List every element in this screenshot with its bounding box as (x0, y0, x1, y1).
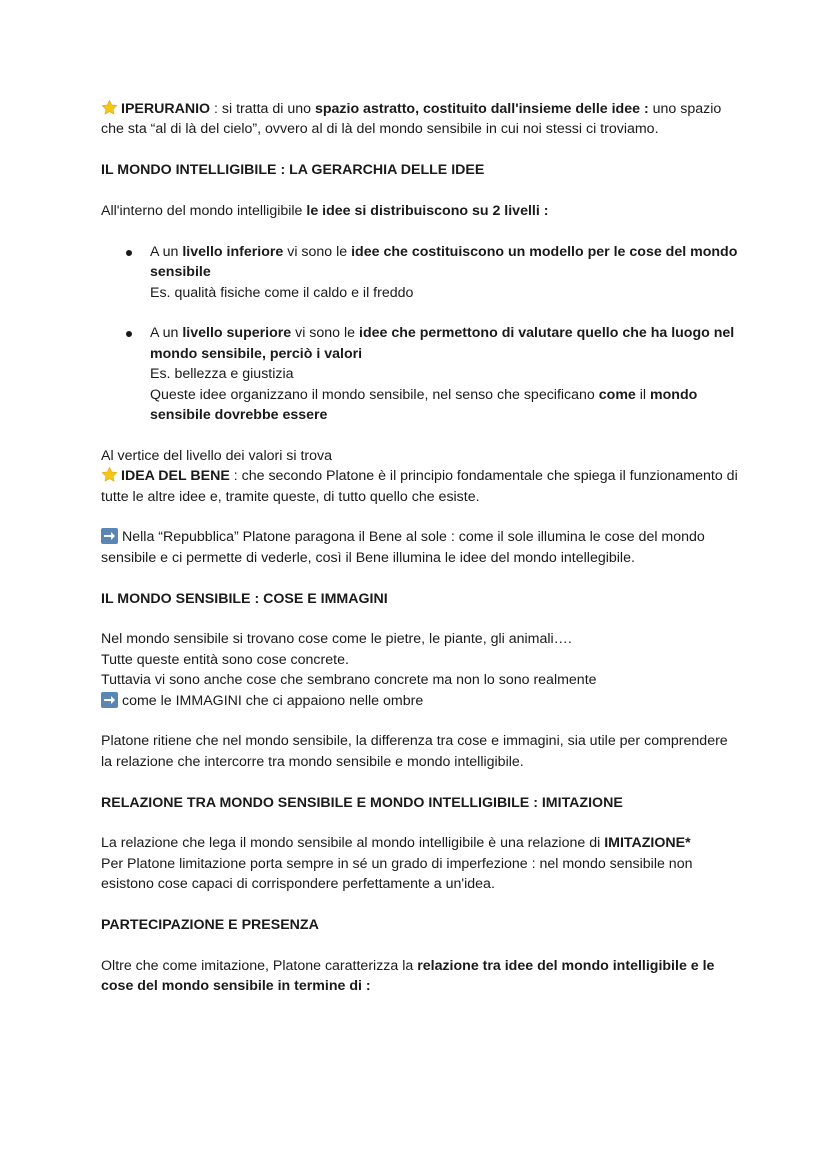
sensibile-line: Tuttavia vi sono anche cose che sembrano concrete ma non lo sono realmente (101, 672, 597, 689)
list-spacer (101, 303, 741, 323)
iperuranio-paragraph: IPERURANIO : si tratta di uno spazio astratto, costituito dall'insieme delle idee : uno spazio che sta “al di là del cielo”, ovvero al di là del mondo sensibile in cui noi stessi ci troviamo. (101, 101, 722, 138)
partecipazione-paragraph: Oltre che come imitazione, Platone caratterizza la relazione tra idee del mondo intelligibile e le cose del mondo sensibile in termine di : (101, 957, 715, 995)
differenza-paragraph: Platone ritiene che nel mondo sensibile, la differenza tra cose e immagini, sia utile per comprendere la relazione che intercorre tra mondo sensibile e mondo intelligibile. (101, 733, 728, 770)
bullet-icon (126, 331, 132, 337)
immagini-line: come le IMMAGINI che ci appaiono nelle ombre (101, 691, 741, 711)
section-heading-imitazione: RELAZIONE TRA MONDO SENSIBILE E MONDO INTELLIGIBILE : IMITAZIONE (101, 794, 623, 811)
intro-paragraph: All'interno del mondo intelligibile le idee si distribuiscono su 2 livelli : (101, 203, 549, 219)
star-icon (101, 99, 118, 116)
bullet-icon (126, 250, 132, 256)
levels-list (101, 242, 741, 426)
section-heading-intelligibile: IL MONDO INTELLIGIBILE : LA GERARCHIA DELLE IDEE (101, 162, 485, 179)
bene-paragraph: IDEA DEL BENE : che secondo Platone è il principio fondamentale che spiega il funzionamento di tutte le altre idee e, tramite queste, di tutto quello che esiste. (101, 468, 738, 505)
section-heading-partecipazione: PARTECIPAZIONE E PRESENZA (101, 917, 319, 934)
vertex-text: Al vertice del livello dei valori si trova (101, 447, 333, 464)
sensibile-line: Nel mondo sensibile si trovano cose come le pietre, le piante, gli animali…. (101, 631, 572, 648)
iperuranio-title: IPERURANIO (121, 101, 211, 117)
example-text: Es. qualità fisiche come il caldo e il freddo (150, 284, 414, 301)
right-arrow-icon (101, 528, 118, 544)
repubblica-paragraph: Nella “Repubblica” Platone paragona il Bene al sole : come il sole illumina le cose del mondo sensibile e ci permette di vederle, così il Bene illumina le idee del mondo intellegibile. (101, 529, 705, 566)
bene-title: IDEA DEL BENE (121, 468, 230, 485)
section-heading-sensibile: IL MONDO SENSIBILE : COSE E IMMAGINI (101, 590, 388, 607)
example-text: Es. bellezza e giustizia (150, 366, 294, 383)
star-icon (101, 466, 118, 483)
document-content (101, 99, 741, 997)
imitazione-paragraph: La relazione che lega il mondo sensibile al mondo intelligibile è una relazione di IMITAZIONE* (101, 835, 691, 852)
list-item-superiore: A un livello superiore vi sono le idee che permettono di valutare quello che ha luogo nel mondo sensibile, perciò i valori Es. bellezza e giustizia Queste idee organizzano il mondo sensibile, nel senso che specificano come il mondo sensibile dovrebbe essere (101, 323, 741, 425)
imperfezione-paragraph: Per Platone limitazione porta sempre in sé un grado di imperfezione : nel mondo sensibile non esistono cose capaci di corrispondere perfettamente a un'idea. (101, 855, 693, 893)
sensibile-line: Tutte queste entità sono cose concrete. (101, 651, 349, 668)
list-item-inferiore: A un livello inferiore vi sono le idee che costituiscono un modello per le cose del mondo sensibile Es. qualità fisiche come il caldo e il freddo (101, 242, 741, 303)
right-arrow-icon (101, 692, 118, 708)
